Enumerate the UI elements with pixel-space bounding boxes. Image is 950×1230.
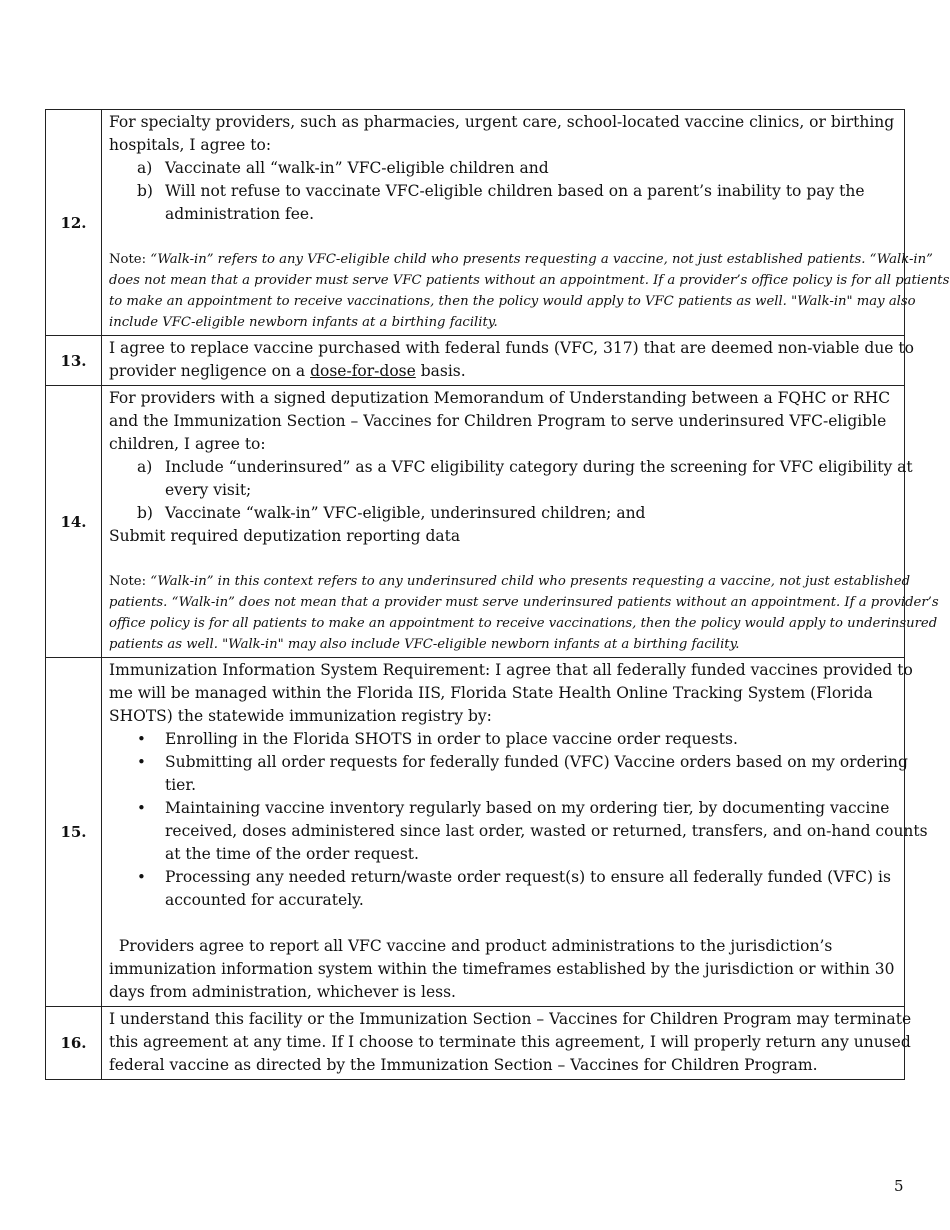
body-line: I understand this facility or the Immunization Section – Vaccines for Children Program may terminate (109, 1010, 912, 1028)
intro-line: SHOTS) the statewide immunization registry by: (109, 707, 492, 725)
note-line: include VFC-eligible newborn infants at a birthing facility. (109, 315, 498, 330)
bullet-text: accounted for accurately. (165, 891, 364, 909)
body-line (109, 360, 896, 383)
intro-line: me will be managed within the Florida IIS, Florida State Health Online Tracking System (Florida (109, 684, 873, 702)
bullet-item (109, 728, 896, 751)
term-body (102, 336, 914, 386)
closing-line: days from administration, whichever is less. (109, 983, 456, 1001)
list-marker: a) (137, 159, 153, 177)
term-row-13 (46, 336, 905, 386)
term-body (102, 110, 950, 336)
bullet-text: Submitting all order requests for federally funded (VFC) Vaccine orders based on my ordering (165, 753, 908, 771)
note-label: Note: (109, 574, 151, 589)
intro-line: For providers with a signed deputization Memorandum of Understanding between a FQHC or RHC (109, 389, 891, 407)
bullet-icon: • (137, 730, 146, 748)
bullet-item (109, 866, 896, 912)
dose-for-dose-term: dose-for-dose (310, 362, 416, 380)
agreement-terms-table (45, 109, 950, 1080)
list-item-text: every visit; (165, 481, 252, 499)
list-marker: b) (137, 182, 153, 200)
note-line: office policy is for all patients to make an appointment to receive vaccinations, then the policy would apply to underinsured (109, 616, 938, 631)
term-body (102, 386, 939, 658)
closing-line: immunization information system within the timeframes established by the jurisdiction or within 30 (109, 960, 895, 978)
term-number: 13. (46, 336, 102, 386)
bullet-text: Maintaining vaccine inventory regularly based on my ordering tier, by documenting vaccine (165, 799, 890, 817)
bullet-icon: • (137, 868, 146, 886)
term-number: 15. (46, 658, 102, 1007)
intro-line: hospitals, I agree to: (109, 136, 272, 154)
body-text: provider negligence on a (109, 362, 311, 380)
note-line: “Walk-in” in this context refers to any underinsured child who presents requesting a vaccine, not just established (150, 574, 911, 589)
note-line: to make an appointment to receive vaccinations, then the policy would apply to VFC patients as well. "Walk-in" may also (109, 294, 916, 309)
body-line: I agree to replace vaccine purchased with federal funds (VFC, 317) that are deemed non-viable due to (109, 339, 914, 357)
list-item-text: administration fee. (165, 205, 315, 223)
list-item-text: Will not refuse to vaccinate VFC-eligible children based on a parent’s inability to pay the (165, 182, 865, 200)
note-label: Note: (109, 252, 151, 267)
body-line: this agreement at any time. If I choose to terminate this agreement, I will properly return any unused (109, 1033, 911, 1051)
list-marker: b) (137, 504, 153, 522)
term-body (102, 1007, 912, 1080)
intro-line: and the Immunization Section – Vaccines for Children Program to serve underinsured VFC-eligible (109, 412, 887, 430)
intro-line: Immunization Information System Requirement: I agree that all federally funded vaccines provided to (109, 661, 913, 679)
body-text: basis. (415, 362, 466, 380)
term-number: 14. (46, 386, 102, 658)
note-line: “Walk-in” refers to any VFC-eligible child who presents requesting a vaccine, not just established patients. “Walk-in” (150, 252, 933, 267)
term-body (102, 658, 928, 1007)
bullet-item (109, 797, 928, 866)
term-row-16 (46, 1007, 905, 1080)
term-number: 12. (46, 110, 102, 336)
bullet-icon: • (137, 799, 146, 817)
bullet-item (109, 751, 908, 797)
intro-line: For specialty providers, such as pharmacies, urgent care, school-located vaccine clinics, or birthing (109, 113, 895, 131)
note-line: does not mean that a provider must serve VFC patients without an appointment. If a provider’s office policy is for all patients (109, 273, 950, 288)
list-item (109, 502, 896, 525)
note-line: patients. “Walk-in” does not mean that a provider must serve underinsured patients without an appointment. If a provider’s (109, 595, 939, 610)
body-line: federal vaccine as directed by the Immunization Section – Vaccines for Children Program. (109, 1056, 818, 1074)
list-item (109, 180, 896, 226)
bullet-icon: • (137, 753, 146, 771)
term-row-12 (46, 110, 905, 336)
list-item (109, 456, 913, 502)
intro-line: children, I agree to: (109, 435, 266, 453)
closing-line: Providers agree to report all VFC vaccine and product administrations to the jurisdiction’s (109, 937, 833, 955)
list-item-text: Vaccinate “walk-in” VFC-eligible, underinsured children; and (165, 504, 646, 522)
term-row-14 (46, 386, 905, 658)
bullet-text: Processing any needed return/waste order request(s) to ensure all federally funded (VFC) is (165, 868, 891, 886)
note-line: patients as well. "Walk-in" may also include VFC-eligible newborn infants at a birthing facility. (109, 637, 740, 652)
body-line: Submit required deputization reporting data (109, 527, 461, 545)
list-item-text: Include “underinsured” as a VFC eligibility category during the screening for VFC eligibility at (165, 458, 913, 476)
note (109, 571, 939, 655)
list-marker: a) (137, 458, 153, 476)
term-number: 16. (46, 1007, 102, 1080)
term-row-15 (46, 658, 905, 1007)
bullet-text: tier. (165, 776, 196, 794)
bullet-text: received, doses administered since last order, wasted or returned, transfers, and on-hand counts (165, 822, 928, 840)
bullet-text: Enrolling in the Florida SHOTS in order to place vaccine order requests. (165, 730, 738, 748)
list-item (109, 157, 896, 180)
note (109, 249, 950, 333)
bullet-text: at the time of the order request. (165, 845, 419, 863)
page-number: 5 (894, 1177, 904, 1195)
list-item-text: Vaccinate all “walk-in” VFC-eligible children and (165, 159, 549, 177)
